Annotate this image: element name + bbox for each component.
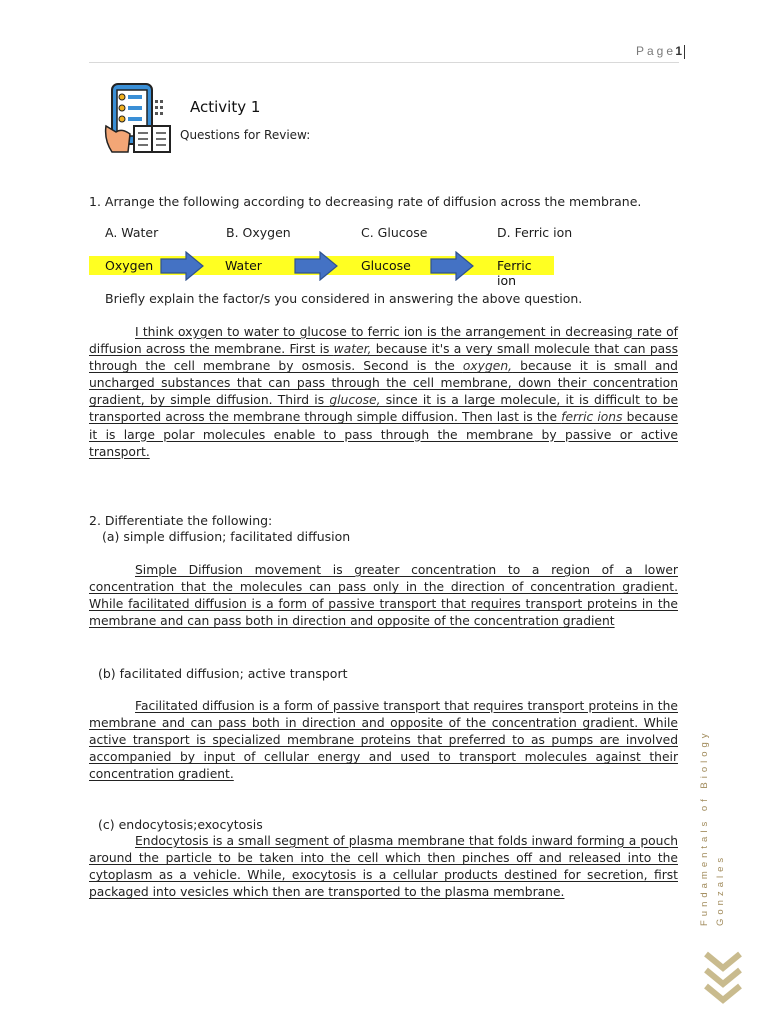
question-1: 1. Arrange the following according to decreasing rate of diffusion across the membrane. — [89, 194, 642, 209]
checklist-phone-book-icon — [102, 82, 176, 156]
sidebar-course-info — [693, 720, 733, 930]
right-arrow-icon — [160, 251, 204, 281]
answer-emphasis: ferric ions — [561, 410, 623, 425]
q2-b-answer: Facilitated diffusion is a form of passive transport that requires transport proteins in the membrane and can pass both in direction and opposite of the concentration gradient. While active transport is specialized membrane proteins that preferred to as pumps are involved accompanied by input of cellular energy and used to transport molecules against their concentration gradient. — [89, 699, 678, 782]
question-2: 2. Differentiate the following: — [89, 513, 273, 528]
answer-text: because it's a very small molecule that can pass through the cell membrane by osmosis. Second is the — [89, 342, 678, 374]
page-number: 1 — [675, 44, 682, 58]
explain-prompt: Briefly explain the factor/s you considered in answering the above question. — [105, 291, 583, 306]
header-rule — [89, 62, 679, 63]
answer-text: I think oxygen to water to glucose to ferric ion is the arrangement in decreasing rate of diffusion across the membrane. First is — [89, 325, 678, 357]
option-b: B. Oxygen — [226, 225, 291, 240]
page-header — [0, 0, 768, 64]
q1-answer-paragraph — [89, 324, 678, 461]
q2-c-answer: Endocytosis is a small segment of plasma membrane that folds inward forming a pouch around the particle to be taken into the cell which then pinches off and released into the cytoplasm as a vehicle. While, exocytosis is a cellular products destined for secretion, first packaged into vesicles which then are transported to the plasma membrane. — [89, 834, 678, 900]
order-3: Glucose — [361, 258, 411, 273]
q2-a-label: (a) simple diffusion; facilitated diffusion — [102, 529, 351, 544]
answer-emphasis: glucose, — [329, 393, 381, 408]
answer-text: because it is large polar molecules enable to pass through the membrane by passive or active transport. — [89, 410, 679, 459]
sidebar-course: Fundamentals of Biology — [699, 729, 710, 926]
option-c: C. Glucose — [361, 225, 428, 240]
sidebar-author: Gonzales — [715, 853, 726, 926]
order-4: Ferric ion — [497, 258, 532, 288]
activity-title: Activity 1 — [190, 98, 261, 116]
chevron-down-icon — [700, 948, 746, 1006]
q2-b-label: (b) facilitated diffusion; active transport — [98, 666, 348, 681]
answer-emphasis: oxygen, — [462, 359, 513, 374]
order-2: Water — [225, 258, 262, 273]
q2-a-answer: Simple Diffusion movement is greater concentration to a region of a lower concentration that the molecules can pass only in the direction of concentration gradient. While facilitated diffusion is a form of passive transport that requires transport proteins in the membrane and can pass both in direction and opposite of the concentration gradient — [89, 563, 678, 629]
activity-subtitle: Questions for Review: — [180, 128, 311, 142]
q2-c-label: (c) endocytosis;exocytosis — [98, 817, 263, 832]
page-divider — [684, 45, 685, 59]
order-1: Oxygen — [105, 258, 154, 273]
option-a: A. Water — [105, 225, 159, 240]
answer-emphasis: water, — [333, 342, 372, 357]
answer-text: because it is small and uncharged substances that can pass through the cell membrane, down their concentration gradient, by simple diffusion. Third is — [89, 359, 678, 408]
option-d: D. Ferric ion — [497, 225, 573, 240]
right-arrow-icon — [294, 251, 338, 281]
answer-text: since it is a large molecule, it is difficult to be transported across the membrane through simple diffusion. Then last is the — [89, 393, 679, 425]
right-arrow-icon — [430, 251, 474, 281]
page-label: Page — [635, 44, 676, 58]
